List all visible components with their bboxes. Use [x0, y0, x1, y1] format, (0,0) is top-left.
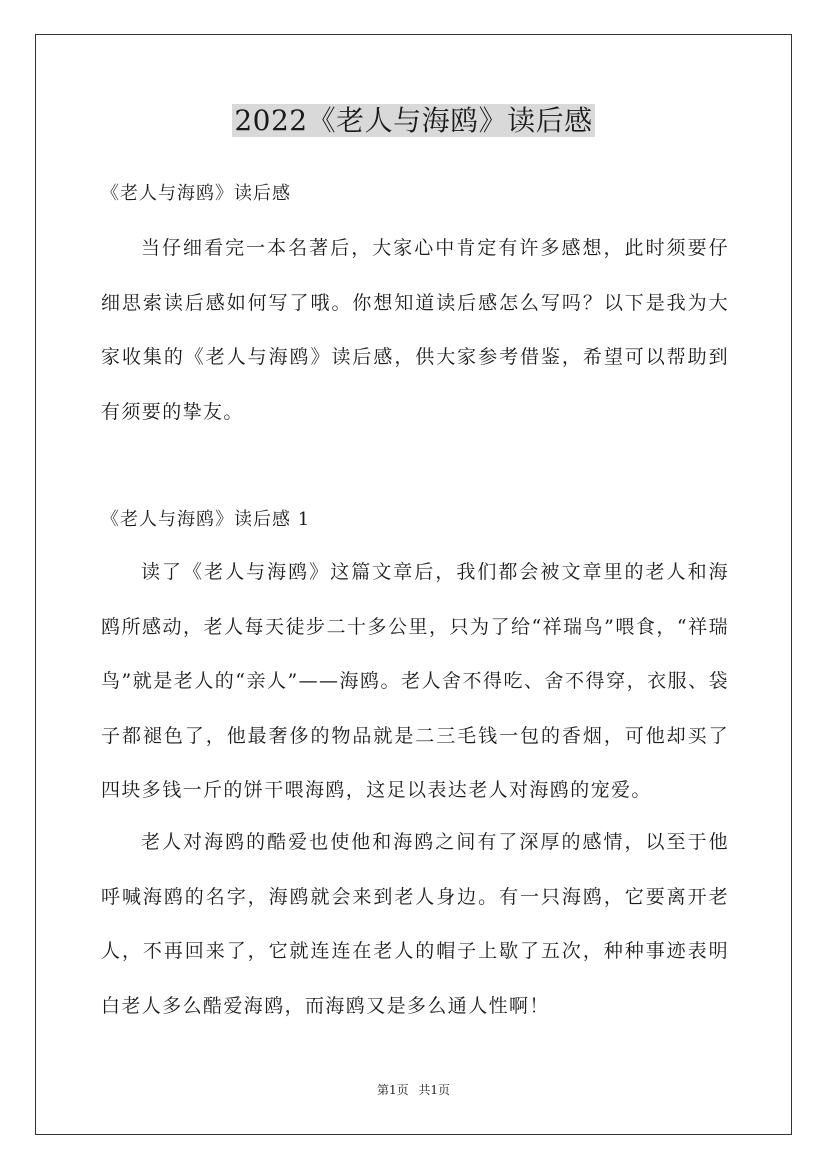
section-heading: 《老人与海鸥》读后感 1	[101, 509, 311, 530]
intro-heading: 《老人与海鸥》读后感	[101, 183, 291, 204]
page-number: 第1页	[376, 1083, 409, 1097]
section-paragraph-1: 读了《老人与海鸥》这篇文章后，我们都会被文章里的老人和海鸥所感动，老人每天徒步二十多公里，只为了给“祥瑞鸟”喂食，“祥瑞鸟”就是老人的“亲人”——海鸥。老人舍不得吃、舍不得穿，衣服、袋子都褪色了，他最奢侈的物品就是二三毛钱一包的香烟，可他却买了四块多钱一斤的饼干喂海鸥，这足以表达老人对海鸥的宠爱。	[101, 561, 729, 801]
page-footer	[0, 1082, 827, 1098]
section-paragraph-2: 老人对海鸥的酷爱也使他和海鸥之间有了深厚的感情，以至于他呼喊海鸥的名字，海鸥就会来到老人身边。有一只海鸥，它要离开老人，不再回来了，它就连连在老人的帽子上歇了五次，种种事迹表明白老人多么酷爱海鸥，而海鸥又是多么通人性啊！	[101, 831, 729, 1017]
document-title-text: 2022《老人与海鸥》读后感	[234, 104, 593, 137]
intro-paragraph: 当仔细看完一本名著后，大家心中肯定有许多感想，此时须要仔细思索读后感如何写了哦。你想知道读后感怎么写吗？以下是我为大家收集的《老人与海鸥》读后感，供大家参考借鉴，希望可以帮助到有须要的挚友。	[101, 237, 729, 423]
page-total: 共1页	[418, 1083, 451, 1097]
document-title	[0, 100, 827, 141]
